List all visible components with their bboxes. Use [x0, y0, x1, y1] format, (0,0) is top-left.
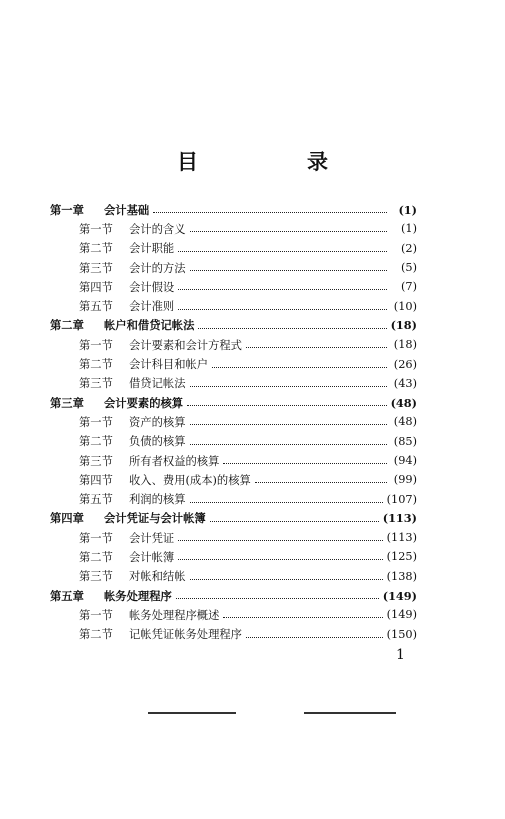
entry-page: (107): [386, 492, 417, 506]
entry-page: (18): [393, 338, 417, 352]
entry-number: 第一节: [79, 415, 113, 429]
toc-section-entry: [50, 354, 417, 373]
entry-number: 第二节: [79, 435, 113, 449]
entry-title: 会计假设: [129, 280, 175, 294]
toc-section-entry: [50, 296, 417, 315]
scan-line-left: [148, 712, 236, 714]
entry-title: 会计的方法: [129, 261, 186, 275]
scan-line-right: [304, 712, 396, 714]
entry-page: (18): [390, 318, 417, 333]
toc-section-entry: [50, 277, 417, 296]
entry-number: 第一节: [79, 608, 113, 622]
entry-page: (1): [398, 202, 417, 217]
dot-leader: [255, 482, 387, 483]
entry-page: (94): [393, 454, 417, 467]
toc-section-entry: [50, 219, 417, 238]
entry-number: 第一节: [79, 222, 113, 236]
entry-title: 帐务处理程序: [104, 588, 172, 603]
entry-number: 第四节: [79, 473, 113, 487]
dot-leader: [178, 540, 382, 541]
toc-section-entry: [50, 432, 417, 451]
toc-section-entry: [50, 239, 417, 258]
entry-number: 第一章: [50, 202, 84, 217]
dot-leader: [190, 424, 388, 425]
dot-leader: [190, 502, 383, 503]
dot-leader: [212, 367, 387, 368]
entry-title: 会计准则: [129, 300, 175, 314]
entry-page: (113): [382, 511, 417, 526]
entry-page: (99): [393, 473, 417, 487]
entry-number: 第三节: [79, 261, 113, 275]
entry-title: 资产的核算: [129, 415, 186, 429]
toc-section-entry: [50, 625, 417, 644]
entry-page: (149): [382, 588, 417, 603]
entry-title: 会计科目和帐户: [129, 358, 209, 372]
entry-title: 收入、费用(成本)的核算: [129, 473, 251, 487]
toc-chapter-entry: [50, 509, 417, 528]
entry-number: 第一节: [79, 338, 113, 352]
entry-page: (1): [400, 222, 417, 236]
entry-number: 第五节: [79, 493, 113, 507]
toc-section-entry: [50, 374, 417, 393]
entry-number: 第三章: [50, 395, 84, 410]
toc-chapter-entry: [50, 586, 417, 605]
entry-title: 会计职能: [129, 242, 175, 256]
toc-section-entry: [50, 547, 417, 566]
entry-title: 对帐和结帐: [129, 570, 186, 584]
page-title: 目 录: [177, 149, 372, 174]
entry-page: (125): [386, 550, 417, 564]
entry-title: 借贷记帐法: [129, 377, 186, 391]
toc-chapter-entry: [50, 200, 417, 219]
entry-number: 第三节: [79, 454, 113, 468]
dot-leader: [223, 463, 387, 464]
toc-section-entry: [50, 489, 417, 508]
entry-page: (48): [390, 395, 417, 410]
entry-title: 会计帐簿: [129, 550, 175, 564]
entry-title: 会计要素和会计方程式: [129, 338, 242, 352]
entry-page: (149): [386, 608, 417, 622]
entry-title: 帐户和借贷记帐法: [104, 318, 195, 333]
entry-page: (150): [386, 627, 417, 641]
dot-leader: [223, 617, 382, 618]
toc-chapter-entry: [50, 316, 417, 335]
entry-page: (2): [400, 241, 417, 255]
toc-section-entry: [50, 412, 417, 431]
dot-leader: [178, 289, 387, 290]
entry-title: 帐务处理程序概述: [129, 608, 220, 622]
entry-number: 第四章: [50, 511, 84, 526]
dot-leader: [198, 328, 386, 329]
toc-section-entry: [50, 258, 417, 277]
dot-leader: [178, 559, 382, 560]
dot-leader: [190, 231, 388, 232]
entry-page: (85): [393, 434, 417, 448]
dot-leader: [190, 444, 388, 445]
entry-number: 第二节: [79, 628, 113, 642]
toc-section-entry: [50, 567, 417, 586]
entry-page: (43): [393, 376, 417, 390]
entry-page: (138): [386, 569, 417, 583]
toc-section-entry: [50, 470, 417, 489]
entry-title: 负债的核算: [129, 435, 186, 449]
entry-number: 第二节: [79, 242, 113, 256]
entry-number: 第二章: [50, 318, 84, 333]
entry-page: (26): [393, 357, 417, 371]
entry-number: 第二节: [79, 358, 113, 372]
toc-section-entry: [50, 335, 417, 354]
entry-number: 第一节: [79, 531, 113, 545]
entry-title: 记帐凭证帐务处理程序: [129, 628, 242, 642]
entry-number: 第三节: [79, 570, 113, 584]
toc-chapter-entry: [50, 393, 417, 412]
dot-leader: [190, 386, 388, 387]
dot-leader: [190, 270, 388, 271]
entry-number: 第四节: [79, 280, 113, 294]
entry-number: 第五章: [50, 588, 84, 603]
entry-title: 会计要素的核算: [104, 395, 184, 410]
dot-leader: [176, 598, 379, 599]
page-number: 1: [396, 647, 405, 663]
table-of-contents: [50, 200, 417, 644]
dot-leader: [246, 637, 383, 638]
entry-number: 第二节: [79, 550, 113, 564]
entry-title: 会计的含义: [129, 222, 186, 236]
dot-leader: [153, 212, 387, 213]
entry-title: 会计基础: [104, 202, 150, 217]
entry-title: 会计凭证: [129, 531, 175, 545]
dot-leader: [190, 579, 383, 580]
entry-title: 会计凭证与会计帐簿: [104, 511, 206, 526]
dot-leader: [187, 405, 386, 406]
dot-leader: [178, 251, 387, 252]
entry-title: 所有者权益的核算: [129, 454, 220, 468]
entry-page: (48): [393, 415, 417, 429]
toc-section-entry: [50, 451, 417, 470]
entry-page: (10): [393, 299, 417, 313]
entry-title: 利润的核算: [129, 493, 186, 507]
entry-number: 第三节: [79, 377, 113, 391]
toc-section-entry: [50, 605, 417, 624]
entry-page: (113): [386, 531, 417, 545]
dot-leader: [178, 309, 387, 310]
dot-leader: [210, 521, 379, 522]
entry-page: (5): [400, 261, 417, 275]
entry-page: (7): [400, 280, 417, 294]
entry-number: 第五节: [79, 300, 113, 314]
dot-leader: [246, 347, 387, 348]
toc-section-entry: [50, 528, 417, 547]
